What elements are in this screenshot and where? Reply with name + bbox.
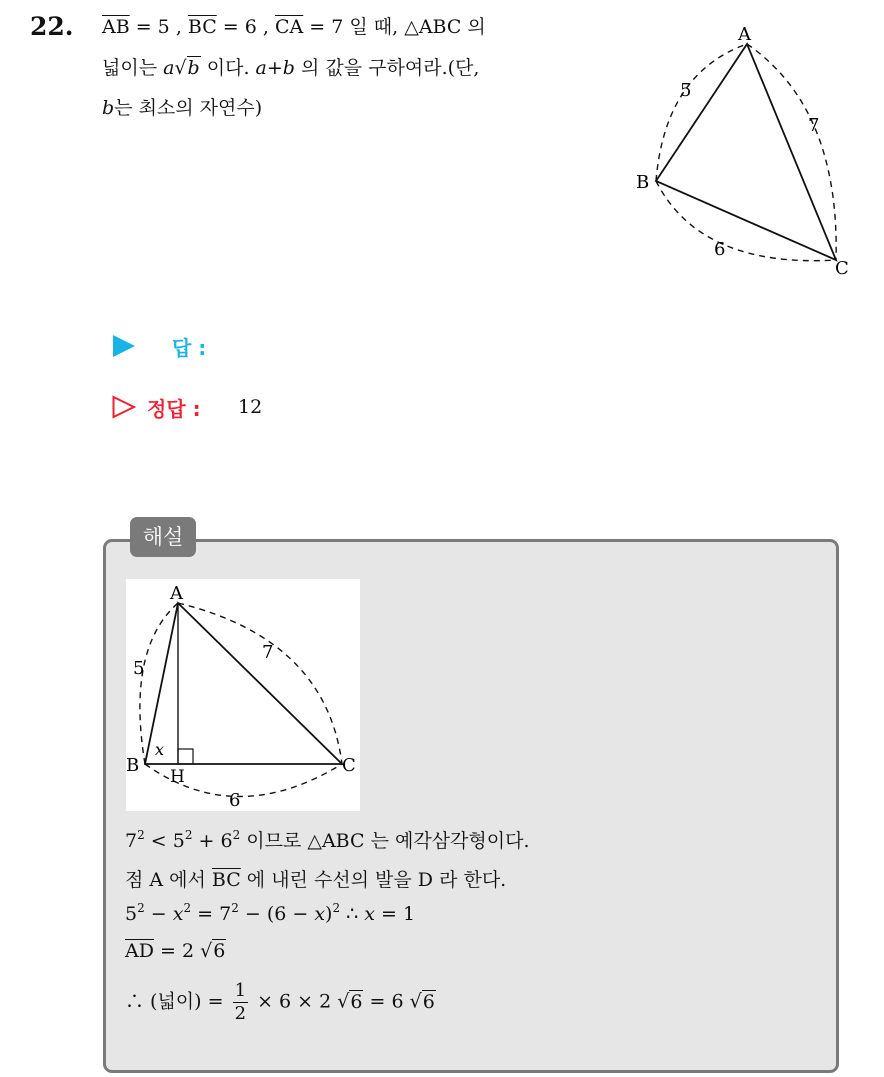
- outline-triangle-icon: [111, 395, 137, 419]
- sqrt-symbol: √: [200, 940, 213, 962]
- problem-line-2: 넓이는 a√b 이다. a+b 의 값을 구하여라.(단,: [102, 57, 480, 79]
- segment-ca: $\overline{CA}$: [274, 16, 304, 38]
- vertex-a-label: A: [738, 24, 751, 45]
- side-bc-label: 6: [714, 239, 726, 260]
- segment-x-label: x: [155, 740, 165, 759]
- vertex-a-label: A: [170, 583, 183, 604]
- vertex-b-label: B: [126, 755, 140, 776]
- sqrt-symbol: √: [337, 990, 350, 1013]
- question-number: 22.: [30, 12, 74, 41]
- correct-answer-value: 12: [238, 396, 263, 418]
- solution-line-4: $\overline{AD} = 2$ √6: [125, 940, 226, 962]
- side-bc-label: 6: [229, 790, 241, 811]
- solution-figure: [126, 579, 360, 811]
- correct-answer-label: 정답 :: [147, 397, 201, 421]
- foot-h-label: H: [170, 767, 185, 787]
- problem-line-1: $\overline{AB} = 5$ , $\overline{BC} = 6$ , $\overline{CA} = 7$ 일 때, △ABC 의: [102, 16, 486, 38]
- segment-bc: $\overline{BC}$: [211, 869, 241, 891]
- right-angle-mark: [178, 749, 193, 764]
- side-ab-label: 5: [680, 80, 692, 101]
- segment-bc: $\overline{BC}$: [187, 16, 217, 38]
- vertex-b-label: B: [636, 172, 650, 193]
- vertex-c-label: C: [342, 755, 356, 776]
- solution-line-3: $5^2 - x^2 = 7^2 - (6 - x)^2$ ∴ x = 1: [125, 901, 416, 925]
- solution-line-5: ∴ (넓이) = $\frac{1}{2}$ × 6 × 2 √6 = 6 √6: [125, 980, 435, 1024]
- side-ab-label: 5: [133, 658, 145, 679]
- fraction-one-half: $\frac{1}{2}$: [234, 980, 247, 1024]
- solution-line-1: $7^2 < 5^2 + 6^2$ 이므로 △ABC 는 예각삼각형이다.: [125, 828, 530, 852]
- solution-tab: 해설: [130, 517, 196, 557]
- side-ca-label: 7: [808, 115, 820, 136]
- side-ca-label: 7: [262, 642, 274, 663]
- triangle-figure: [630, 18, 860, 280]
- sqrt-symbol: √: [174, 57, 187, 79]
- vertex-c-label: C: [835, 258, 849, 279]
- filled-triangle-icon: [111, 334, 137, 358]
- answer-label: 답 :: [172, 336, 207, 360]
- segment-ab: $\overline{AB}$: [102, 16, 130, 38]
- triangle-abc: [656, 44, 836, 260]
- problem-line-3: b는 최소의 자연수): [102, 97, 263, 119]
- segment-ad: $\overline{AD}$: [125, 940, 154, 962]
- solution-line-2: 점 A 에서 $\overline{BC}$ 에 내린 수선의 발을 D 라 한다.: [125, 869, 507, 891]
- sqrt-symbol: √: [409, 990, 422, 1013]
